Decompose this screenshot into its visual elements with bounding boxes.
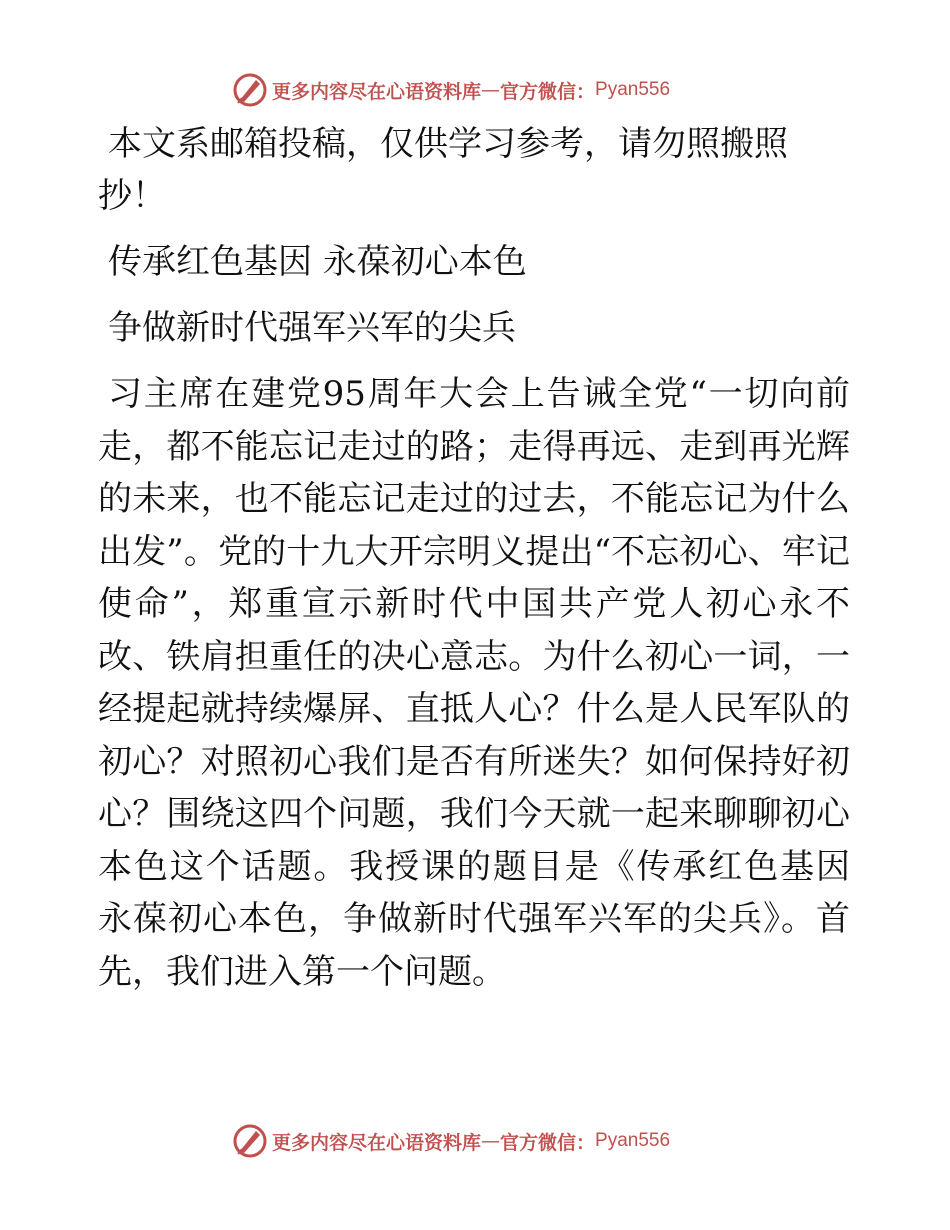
watermark-wechat-id: Pyan556 [595, 79, 671, 100]
quill-logo-icon [232, 72, 268, 108]
body-paragraph: 习主席在建党95周年大会上告诫全党“一切向前走，都不能忘记走过的路；走得再远、走到再光辉的未来，也不能忘记走过的过去，不能忘记为什么出发”。党的十九大开宗明义提出“不忘初心、牢记使命”，郑重宣示新时代中国共产党人初心永不改、铁肩担重任的决心意志。为什么初心一词，一经提起就持续爆屏、直抵人心？什么是人民军队的初心？对照初心我们是否有所迷失？如何保持好初心？围绕这四个问题，我们今天就一起来聊聊初心本色这个话题。我授课的题目是《传承红色基因 永葆初心本色，争做新时代强军兴军的尖兵》。首先，我们进入第一个问题。 [98, 374, 850, 992]
watermark-official: 官方微信： [500, 1131, 596, 1154]
document-subtitle: 争做新时代强军兴军的尖兵 [108, 308, 516, 348]
copy-notice: 本文系邮箱投稿，仅供学习参考，请勿照搬照抄！ [98, 124, 788, 216]
footer-watermark [232, 1121, 732, 1161]
watermark-wechat-id: Pyan556 [595, 1130, 671, 1151]
document-title: 传承红色基因 永葆初心本色 [108, 242, 527, 282]
watermark-dash: — [481, 79, 501, 101]
watermark-dash: — [481, 1130, 501, 1152]
watermark-text: 更多内容尽在心语资料库 [272, 1131, 482, 1154]
document-body [98, 118, 850, 998]
quill-logo-icon [232, 1123, 268, 1159]
watermark-text: 更多内容尽在心语资料库 [272, 80, 482, 103]
header-watermark [232, 70, 732, 110]
watermark-official: 官方微信： [500, 80, 596, 103]
